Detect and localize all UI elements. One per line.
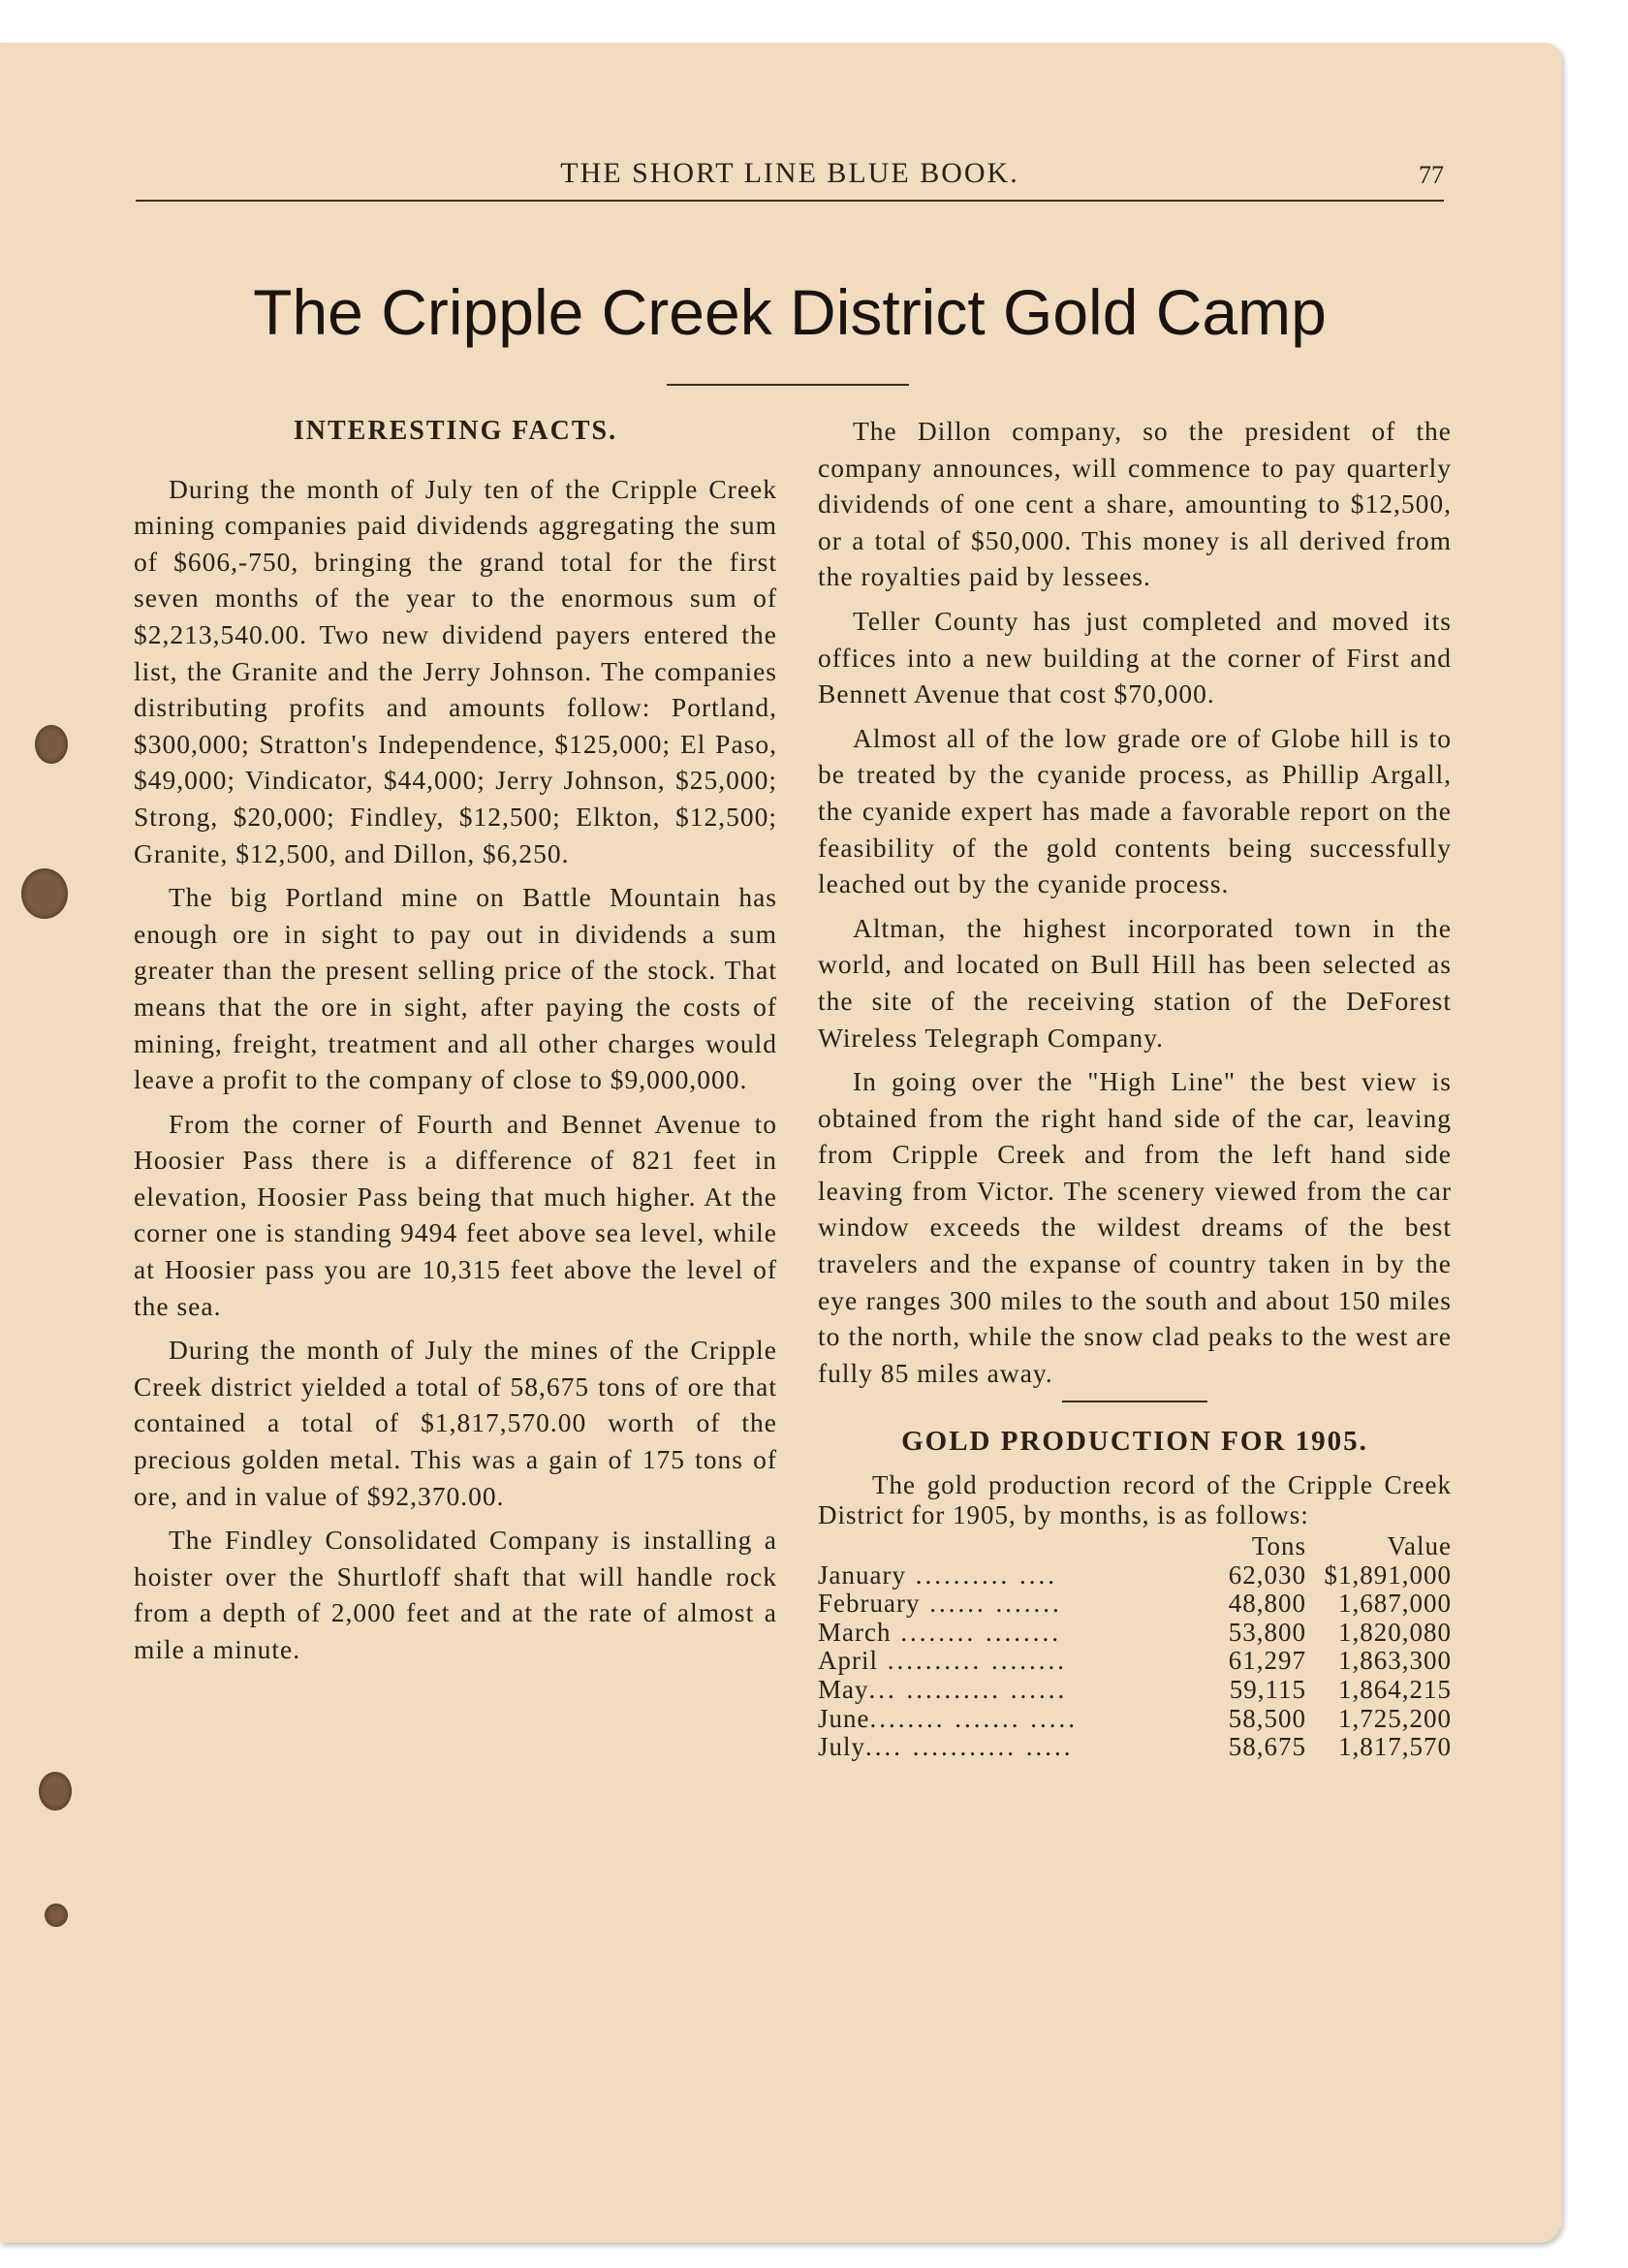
gold-production-heading: GOLD PRODUCTION FOR 1905. bbox=[901, 1426, 1368, 1458]
value-cell: 1,864,215 bbox=[1338, 1675, 1452, 1704]
binding-hole bbox=[39, 1772, 72, 1811]
binding-hole bbox=[21, 868, 68, 919]
tons-cell: 48,800 bbox=[1228, 1589, 1306, 1619]
table-row: January .......... .... 62,030 $1,891,000 bbox=[818, 1559, 1452, 1590]
section-divider bbox=[1062, 1401, 1207, 1402]
paragraph: From the corner of Fourth and Bennet Avenue to Hoosier Pass there is a difference of 821 feet in elevation, Hoosier Pass being that much higher. At the corner one is standing 9494 feet above sea level, while at Hoosier pass you are 10,315 feet above the level of the sea. bbox=[134, 1108, 777, 1321]
table-row: April .......... ........ 61,297 1,863,300 bbox=[818, 1646, 1452, 1676]
right-column bbox=[818, 413, 1452, 1762]
page-number: 77 bbox=[1419, 161, 1444, 189]
running-header bbox=[136, 149, 1444, 202]
value-cell: 1,817,570 bbox=[1338, 1732, 1452, 1762]
month-label: April bbox=[818, 1647, 878, 1676]
paragraph: Almost all of the low grade ore of Globe hill is to be treated by the cyanide process, as Phillip Argall, the cyanide expert has made a favorable report on the feasibility of the gold contents being successfully leached out by the cyanide process. bbox=[818, 722, 1452, 899]
book-page bbox=[0, 43, 1562, 2243]
month-label: March bbox=[818, 1618, 892, 1647]
value-cell: 1,725,200 bbox=[1338, 1703, 1452, 1733]
paragraph: During the month of July the mines of the Cripple Creek district yielded a total of 58,675 tons of ore that contained a total of $1,817,570.00 worth of the precious golden metal. This was a gain of 175 tons of ore, and in value of $92,370.00. bbox=[134, 1335, 777, 1511]
tons-cell: 53,800 bbox=[1228, 1617, 1306, 1647]
paragraph: The big Portland mine on Battle Mountain has enough ore in sight to pay out in dividends a sum greater than the present selling price of the stock. That means that the ore in sight, after paying the costs of mining, freight, treatment and all other charges would leave a profit to the company of close to $9,000,000. bbox=[134, 882, 777, 1095]
table-row: March ........ ........ 53,800 1,820,080 bbox=[818, 1617, 1452, 1647]
value-cell: 1,687,000 bbox=[1338, 1589, 1452, 1619]
value-cell: 1,820,080 bbox=[1338, 1617, 1452, 1647]
value-cell: 1,863,300 bbox=[1338, 1646, 1452, 1676]
table-row: February ...... ....... 48,800 1,687,000 bbox=[818, 1589, 1452, 1619]
binding-hole bbox=[35, 725, 68, 764]
tons-cell: 61,297 bbox=[1228, 1646, 1306, 1676]
tons-cell: 58,675 bbox=[1228, 1732, 1306, 1762]
paragraph: The Dillon company, so the president of the company announces, will commence to pay quarterly dividends of one cent a share, amounting to $12,500, or a total of $50,000. This money is all derived from the royalties paid by lessees. bbox=[818, 416, 1452, 592]
table-row: July.... ........... ..... 58,675 1,817,570 bbox=[818, 1732, 1452, 1762]
month-label: May bbox=[818, 1676, 869, 1704]
month-label: July bbox=[818, 1733, 866, 1762]
left-column bbox=[134, 413, 777, 1676]
gold-production-intro: The gold production record of the Cripple Creek District for 1905, by months, is as follows: bbox=[818, 1470, 1452, 1530]
tons-column-header: Tons bbox=[1251, 1531, 1306, 1561]
paragraph: The Findley Consolidated Company is installing a hoister over the Shurtloff shaft that will handle rock from a depth of 2,000 feet and at the rate of almost a mile a minute. bbox=[134, 1525, 777, 1664]
gold-production-table bbox=[818, 1532, 1452, 1762]
tons-cell: 59,115 bbox=[1229, 1675, 1306, 1704]
tons-cell: 58,500 bbox=[1228, 1703, 1306, 1733]
month-label: January bbox=[818, 1560, 906, 1590]
table-row: June........ ....... ..... 58,500 1,725,200 bbox=[818, 1703, 1452, 1733]
paragraph: Teller County has just completed and moved its offices into a new building at the corner of First and Bennett Avenue that cost $70,000. bbox=[818, 605, 1452, 709]
article-title: The Cripple Creek District Gold Camp bbox=[253, 276, 1327, 348]
tons-cell: 62,030 bbox=[1228, 1559, 1306, 1590]
value-column-header: Value bbox=[1387, 1531, 1452, 1561]
month-label: June bbox=[818, 1704, 870, 1733]
title-divider bbox=[667, 384, 909, 386]
paragraph: During the month of July ten of the Cripple Creek mining companies paid dividends aggregating the sum of $606,-750, bringing the grand total for the first seven months of the year to the enormous sum of $2,213,540.00. Two new dividend payers entered the list, the Granite and the Jerry Johnson. The companies distributing profits and amounts follow: Portland, $300,000; Stratton's Independence, $125,000; El Paso, $49,000; Vindicator, $44,000; Jerry Johnson, $25,000; Strong, $20,000; Findley, $12,500; Elkton, $12,500; Granite, $12,500, and Dillon, $6,250. bbox=[134, 473, 777, 868]
value-cell: $1,891,000 bbox=[1324, 1559, 1452, 1590]
running-title: THE SHORT LINE BLUE BOOK. bbox=[560, 157, 1019, 189]
table-header-row bbox=[818, 1532, 1452, 1561]
paragraph: Altman, the highest incorporated town in the world, and located on Bull Hill has been selected as the site of the receiving station of the DeForest Wireless Telegraph Company. bbox=[818, 912, 1452, 1053]
table-row: May... .......... ...... 59,115 1,864,215 bbox=[818, 1675, 1452, 1704]
binding-hole bbox=[45, 1904, 68, 1927]
section-heading: INTERESTING FACTS. bbox=[293, 416, 618, 446]
month-label: February bbox=[818, 1590, 921, 1619]
paragraph: In going over the "High Line" the best view is obtained from the right hand side of the car, leaving from Cripple Creek and from the left hand side leaving from Victor. The scenery viewed from the car window exceeds the wildest dreams of the best travelers and the expanse of country taken in by the eye ranges 300 miles to the south and about 150 miles to the north, while the snow clad peaks to the west are fully 85 miles away. bbox=[818, 1066, 1452, 1388]
